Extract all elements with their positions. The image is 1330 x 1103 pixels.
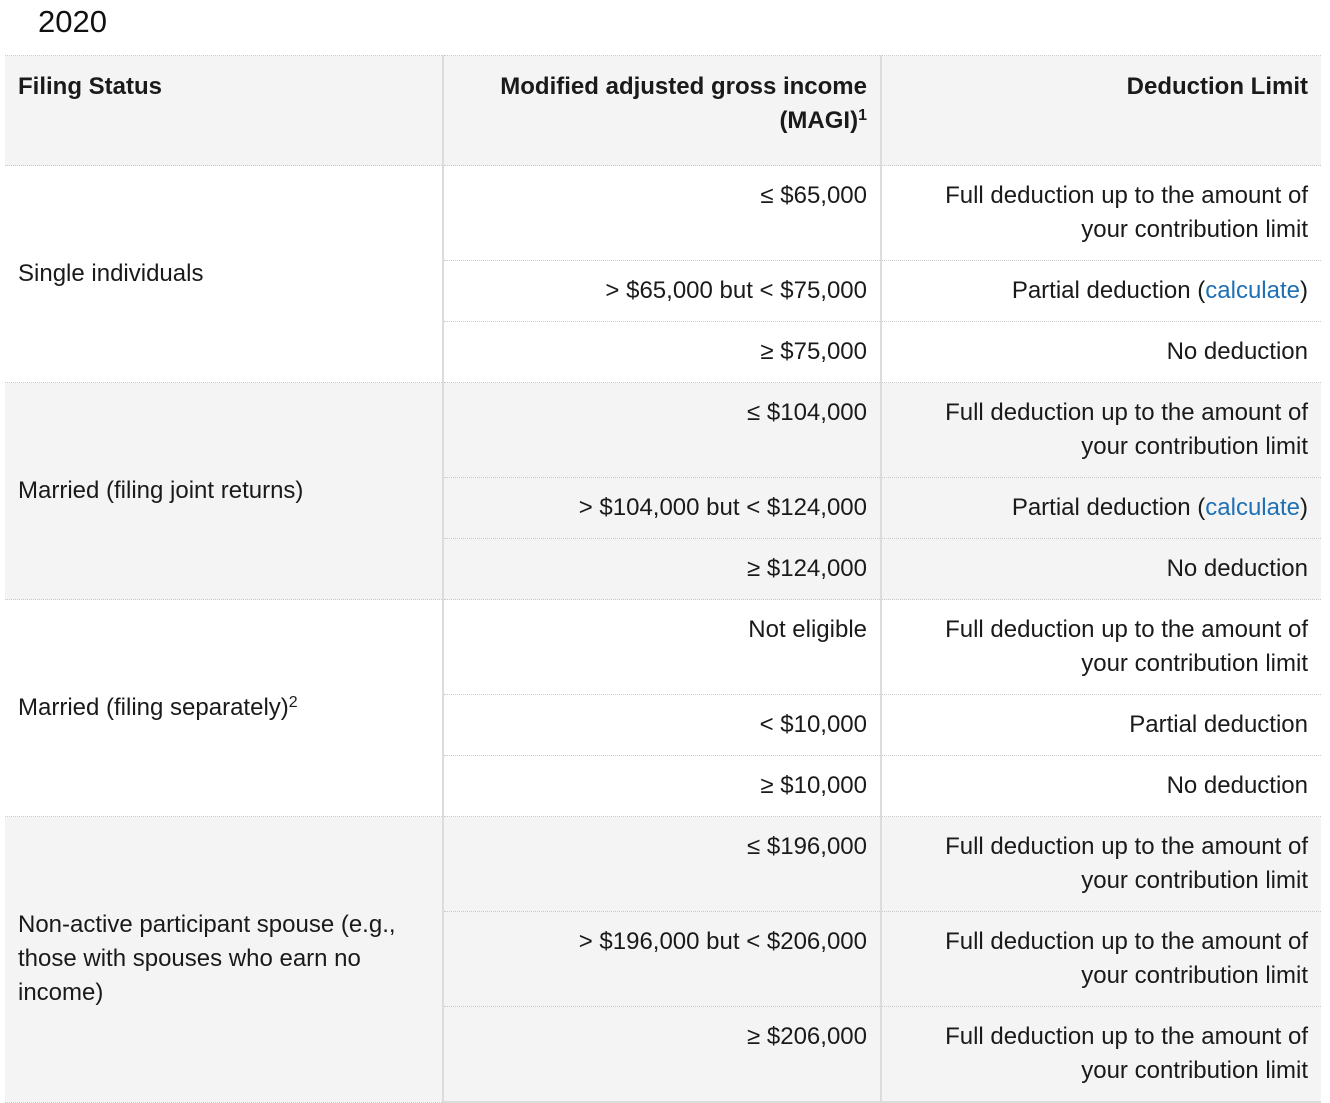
magi-cell: > $104,000 but < $124,000 [443, 478, 881, 539]
deduction-prefix: Partial deduction ( [1011, 494, 1206, 521]
status-label: Non-active participant spouse (e.g., those with spouses who earn no income) [18, 911, 396, 1007]
filing-status-married-joint [5, 383, 443, 600]
magi-cell: ≤ $196,000 [443, 817, 881, 912]
magi-cell: > $196,000 but < $206,000 [443, 912, 881, 1007]
deduction-cell: No deduction [881, 322, 1321, 383]
header-row [5, 56, 1321, 166]
magi-cell: < $10,000 [443, 695, 881, 756]
table-row [5, 383, 1321, 478]
status-label: Married (filing separately) [18, 694, 289, 721]
magi-cell: ≥ $75,000 [443, 322, 881, 383]
magi-cell: > $65,000 but < $75,000 [443, 261, 881, 322]
ira-deduction-table [5, 55, 1321, 1103]
filing-status-header [5, 56, 443, 166]
status-label: Married (filing joint returns) [18, 477, 304, 504]
deduction-cell [881, 261, 1321, 322]
table-row [5, 817, 1321, 912]
deduction-cell: Full deduction up to the amount of your contribution limit [881, 383, 1321, 478]
filing-status-married-separate [5, 600, 443, 817]
status-label: Single individuals [18, 260, 204, 287]
magi-cell: Not eligible [443, 600, 881, 695]
magi-footnote-marker[interactable]: 1 [858, 107, 867, 124]
magi-cell: ≤ $104,000 [443, 383, 881, 478]
magi-cell: ≥ $124,000 [443, 539, 881, 600]
filing-status-single [5, 166, 443, 383]
table-year-title: 2020 [38, 4, 107, 39]
filing-status-non-active-spouse [5, 817, 443, 1103]
deduction-limit-header-label: Deduction Limit [1126, 73, 1308, 100]
table-row [5, 166, 1321, 261]
deduction-cell: Partial deduction [881, 695, 1321, 756]
deduction-cell: Full deduction up to the amount of your contribution limit [881, 817, 1321, 912]
status-footnote-marker[interactable]: 2 [288, 694, 298, 711]
deduction-cell [881, 478, 1321, 539]
deduction-cell: Full deduction up to the amount of your contribution limit [881, 166, 1321, 261]
table-row [5, 600, 1321, 695]
deduction-cell: Full deduction up to the amount of your contribution limit [881, 912, 1321, 1007]
magi-cell: ≤ $65,000 [443, 166, 881, 261]
deduction-limit-header [881, 56, 1321, 166]
magi-cell: ≥ $10,000 [443, 756, 881, 817]
calculate-link[interactable]: calculate [1205, 277, 1300, 304]
magi-cell: ≥ $206,000 [443, 1007, 881, 1103]
deduction-cell: Full deduction up to the amount of your contribution limit [881, 600, 1321, 695]
deduction-suffix: ) [1300, 277, 1308, 304]
calculate-link[interactable]: calculate [1205, 494, 1300, 521]
filing-status-header-label: Filing Status [18, 73, 162, 100]
deduction-cell: Full deduction up to the amount of your contribution limit [881, 1007, 1321, 1103]
magi-header [443, 56, 881, 166]
deduction-cell: No deduction [881, 539, 1321, 600]
magi-header-label: Modified adjusted gross income (MAGI) [500, 73, 867, 134]
deduction-suffix: ) [1300, 494, 1308, 521]
deduction-prefix: Partial deduction ( [1011, 277, 1206, 304]
deduction-cell: No deduction [881, 756, 1321, 817]
